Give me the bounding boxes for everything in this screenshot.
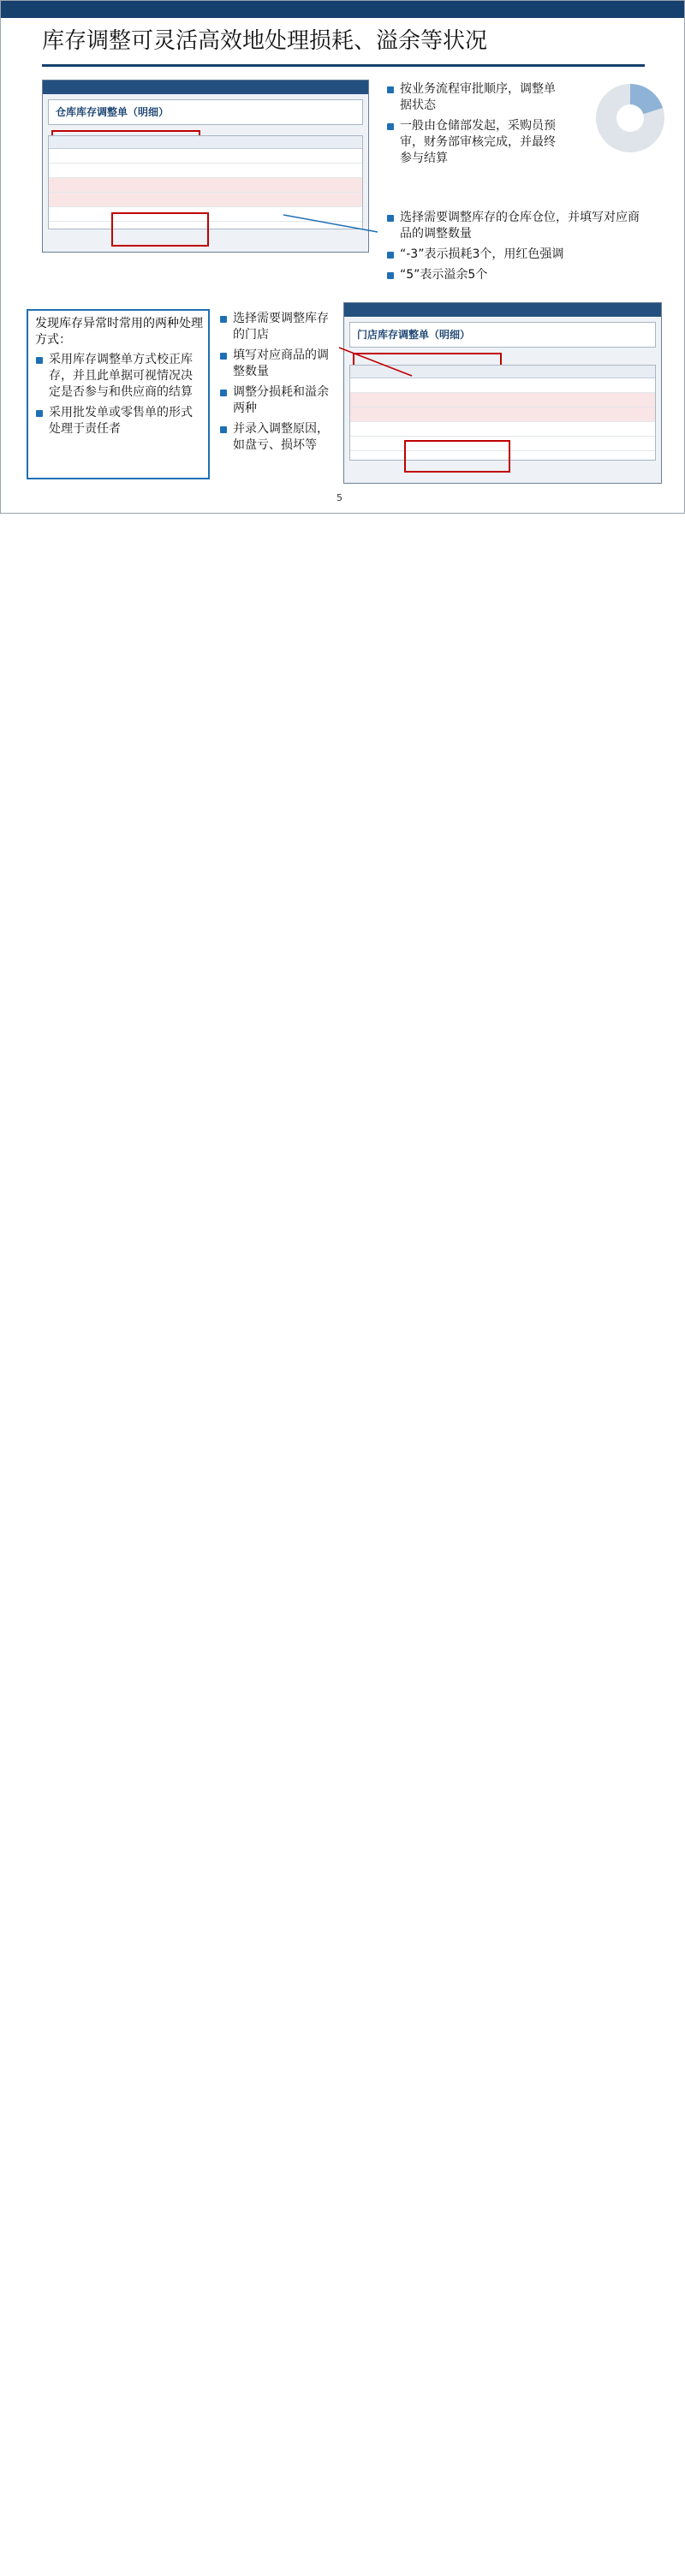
bullet-item: 选择需要调整库存的门店 — [219, 311, 339, 343]
callout-arrows — [1, 1, 685, 514]
window-heading: 仓库库存调整单（明细） — [48, 99, 363, 125]
callout-line — [339, 348, 412, 376]
bullet-item: 填写对应商品的调整数量 — [219, 348, 339, 380]
bullet-item: 采用批发单或零售单的形式处理于责任者 — [35, 405, 198, 437]
slide — [0, 0, 685, 514]
bullet-item: “5”表示溢余5个 — [386, 267, 643, 283]
bullet-item: 并录入调整原因，如盘亏、损坏等 — [219, 421, 339, 454]
page-number: 5 — [337, 492, 342, 503]
window-heading: 门店库存调整单（明细） — [349, 322, 656, 348]
bullet-item: 一般由仓储部发起，采购员预审，财务部审核完成，并最终参与结算 — [386, 118, 566, 167]
bullet-item: “-3”表示损耗3个，用红色强调 — [386, 247, 643, 263]
bullet-item: 按业务流程审批顺序，调整单据状态 — [386, 81, 566, 114]
bullet-item: 采用库存调整单方式校正库存，并且此单据可视情况决定是否参与和供应商的结算 — [35, 352, 198, 401]
slide-title: 库存调整可灵活高效地处理损耗、溢余等状况 — [42, 28, 488, 54]
bullet-item: 调整分损耗和溢余两种 — [219, 384, 339, 417]
bullet-item: 选择需要调整库存的仓库仓位，并填写对应商品的调整数量 — [386, 210, 643, 242]
callout-line — [283, 215, 378, 232]
note-title: 发现库存异常时常用的两种处理方式： — [35, 317, 203, 347]
